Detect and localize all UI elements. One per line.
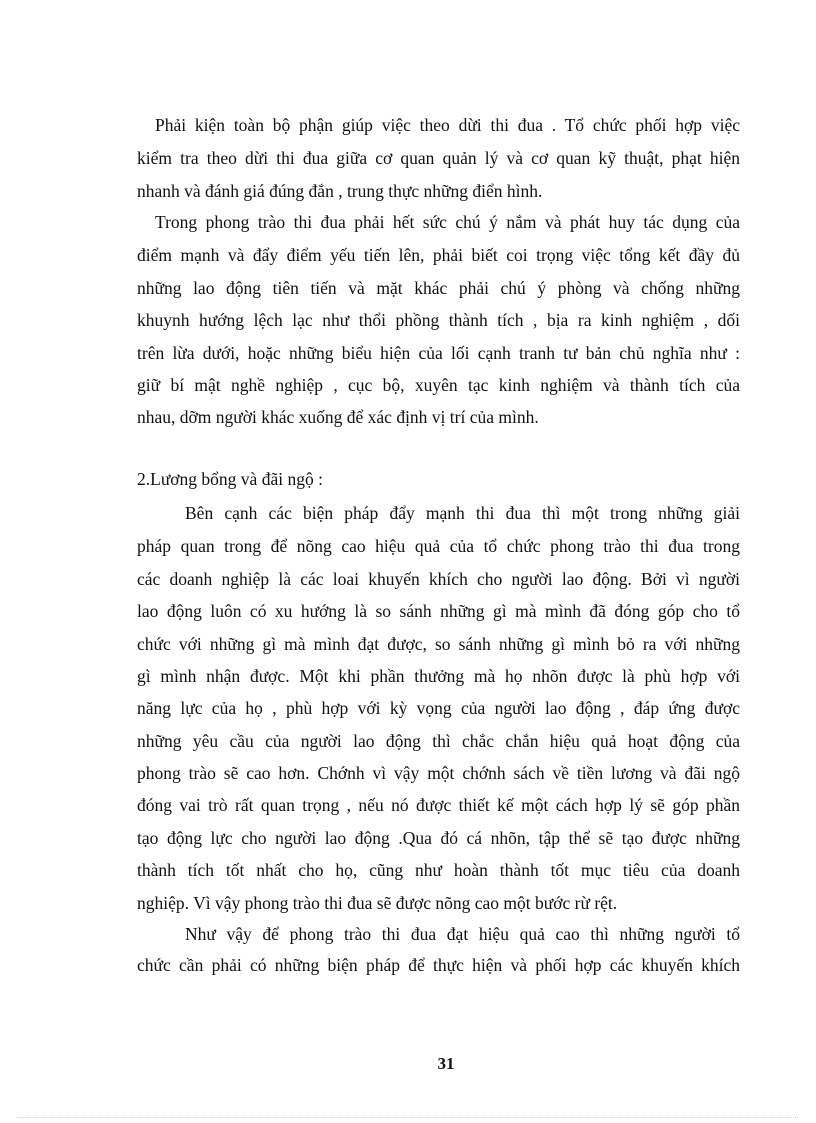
text-line: năng lực của họ , phù hợp với kỳ vọng của người lao động , đáp ứng được (137, 698, 740, 718)
text-line: chức cần phải có những biện pháp để thực hiện và phối hợp các khuyến khích (137, 955, 740, 975)
text-line: giữ bí mật nghề nghiệp , cục bộ, xuyên tạc kinh nghiệm và thành tích của (137, 375, 740, 395)
text-line: những lao động tiên tiến và mặt khác phải chú ý phòng và chống những (137, 278, 740, 298)
text-line: kiểm tra theo dừi thi đua giữa cơ quan quản lý và cơ quan kỹ thuật, phạt hiện (137, 148, 740, 168)
text-line: Như vậy để phong trào thi đua đạt hiệu quả cao thì những người tổ (185, 924, 740, 944)
text-line: phong trào sẽ cao hơn. Chớnh vì vậy một chớnh sách về tiền lương và đãi ngộ (137, 763, 740, 783)
text-line: khuynh hướng lệch lạc như thổi phồng thành tích , bịa ra kinh nghiệm , dối (137, 310, 740, 330)
text-line: Bên cạnh các biện pháp đẩy mạnh thi đua thì một trong những giải (185, 503, 740, 523)
text-line: Phải kiện toàn bộ phận giúp việc theo dừi thi đua . Tổ chức phối hợp việc (155, 115, 740, 135)
text-line: lao động luôn có xu hướng là so sánh những gì mà mình đã đóng góp cho tổ (137, 601, 740, 621)
section-heading: 2.Lương bổng và đãi ngộ : (137, 469, 323, 489)
page-number: 31 (437, 1054, 455, 1073)
text-line: thành tích tốt nhất cho họ, cũng như hoàn thành tốt mục tiêu của doanh (137, 860, 740, 880)
text-line: tạo động lực cho người lao động .Qua đó cá nhõn, tập thể sẽ tạo được những (137, 828, 740, 848)
text-line: gì mình nhận được. Một khi phần thưởng mà họ nhõn được là phù hợp với (137, 666, 740, 686)
text-line: điểm mạnh và đẩy điểm yếu tiến lên, phải biết coi trọng việc tổng kết đầy đủ (137, 245, 740, 265)
text-line: trên lừa dưới, hoặc những biểu hiện của lối cạnh tranh tư bản chủ nghĩa như : (137, 343, 740, 363)
text-line: nghiệp. Vì vậy phong trào thi đua sẽ được nõng cao một bước rừ rệt. (137, 893, 618, 913)
page-border (18, 1117, 798, 1118)
text-line: chức với những gì mà mình đạt được, so sánh những gì mình bỏ ra với những (137, 634, 740, 654)
text-line: nhau, dỡm người khác xuống để xác định vị trí của mình. (137, 407, 539, 427)
text-line: đóng vai trò rất quan trọng , nếu nó được thiết kế một cách hợp lý sẽ góp phần (137, 795, 740, 815)
text-line: nhanh và đánh giá đúng đắn , trung thực những điển hình. (137, 181, 543, 201)
text-line: những yêu cầu của người lao động thì chắc chắn hiệu quả hoạt động của (137, 731, 740, 751)
text-line: pháp quan trong để nõng cao hiệu quả của tổ chức phong trào thi đua trong (137, 536, 740, 556)
text-line: các doanh nghiệp là các loai khuyến khích cho người lao động. Bởi vì người (137, 569, 740, 589)
text-line: Trong phong trào thi đua phải hết sức chú ý nắm và phát huy tác dụng của (155, 212, 740, 232)
